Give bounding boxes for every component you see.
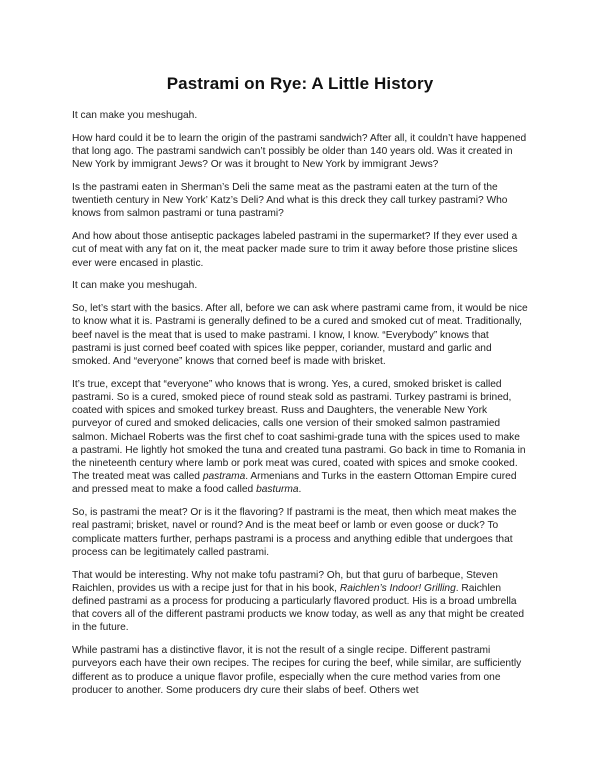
paragraph-text: And how about those antiseptic packages labeled pastrami in the supermarket? If they ever used a cut of meat with any fat on it, the meat packer made sure to trim it away before those pristine slices ever were encased in plastic.	[72, 231, 518, 269]
body-paragraph	[72, 132, 528, 172]
body-paragraph	[72, 644, 528, 697]
paragraph-text: It can make you meshugah.	[72, 110, 198, 121]
paragraph-text: It’s true, except that “everyone” who knows that is wrong. Yes, a cured, smoked brisket is called pastrami. So is a cured, smoked piece of round steak sold as pastrami. Turkey pastrami is brined, coated with spices and smoked turkey breast. Russ and Daughters, the venerable New York purveyor of cured and smoked delicacies, calls one version of their smoked salmon pastramied salmon. Michael Roberts was the first chef to coat sashimi-grade tuna with the spices used to make a pastrami. He lightly hot smoked the tuna and created tuna pastrami. Go back in time to Romania in the nineteenth century where lamb or pork meat was cured, coated with spices and smoke cooked. The treated meat was called	[72, 378, 526, 483]
body-paragraph	[72, 109, 528, 122]
paragraph-text: Is the pastrami eaten in Sherman’s Deli the same meat as the pastrami eaten at the turn of the twentieth century in New York’ Katz’s Deli? And what is this dreck they call turkey pastrami? Who knows from salmon pastrami or tuna pastrami?	[72, 182, 508, 220]
italic-text: pastrama	[202, 471, 246, 483]
paragraph-text: .	[298, 484, 302, 496]
body-paragraph	[72, 569, 528, 635]
paragraph-text: So, is pastrami the meat? Or is it the flavoring? If pastrami is the meat, then which meat makes the real pastrami; brisket, navel or round? And is the meat beef or lamb or even goose or duck? To complicate matters further, perhaps pastrami is a process and anything edible that undergoes that process can be legitimately called pastrami.	[72, 507, 517, 558]
body-paragraph	[72, 279, 528, 292]
italic-text: Raichlen’s Indoor! Grilling	[339, 582, 456, 594]
body-paragraph	[72, 506, 528, 559]
paragraph-text: . Raichlen defined pastrami as a process for producing a particularly flavored product. His is a broad umbrella that covers all of the different pastrami products we know today, as well as any that might be created in the future.	[72, 582, 525, 634]
paragraph-text: That would be interesting. Why not make tofu pastrami? Oh, but that guru of barbeque, Steven Raichlen, provides us with a recipe just for that in his book,	[72, 569, 498, 594]
paragraph-text: How hard could it be to learn the origin of the pastrami sandwich? After all, it couldn’t have happened that long ago. The pastrami sandwich can’t possibly be older than 140 years old. Was it created in New York by immigrant Jews? Or was it brought to New York by immigrant Jews?	[72, 132, 527, 171]
paragraph-text: So, let’s start with the basics. After all, before we can ask where pastrami came from, it would be nice to know what it is. Pastrami is generally defined to be a cured and smoked cut of meat. Traditionally, beef navel is the meat that is used to make pastrami. I know, I know. “Everybody” knows that pastrami is just corned beef coated with spices like pepper, coriander, mustard and garlic and smoked. And “everyone” knows that corned beef is made with brisket.	[72, 303, 528, 368]
body-paragraph	[72, 302, 528, 368]
paragraph-text: While pastrami has a distinctive flavor, it is not the result of a single recipe. Different pastrami purveyors each have their own recipes. The recipes for curing the beef, while similar, are sufficiently different as to produce a unique flavor profile, especially when the cure method varies from one producer to another. Some producers dry cure their slabs of beef. Others wet	[72, 645, 522, 696]
body-paragraph	[72, 230, 528, 270]
body-paragraph	[72, 378, 528, 497]
italic-text: basturma	[256, 484, 299, 496]
paragraph-text: . Armenians and Turks in the eastern Ottoman Empire cured and pressed meat to make a food called	[72, 471, 517, 496]
document-title: Pastrami on Rye: A Little History	[166, 74, 434, 93]
document-body	[72, 109, 528, 697]
paragraph-text: It can make you meshugah.	[72, 280, 198, 292]
body-paragraph	[72, 181, 528, 221]
